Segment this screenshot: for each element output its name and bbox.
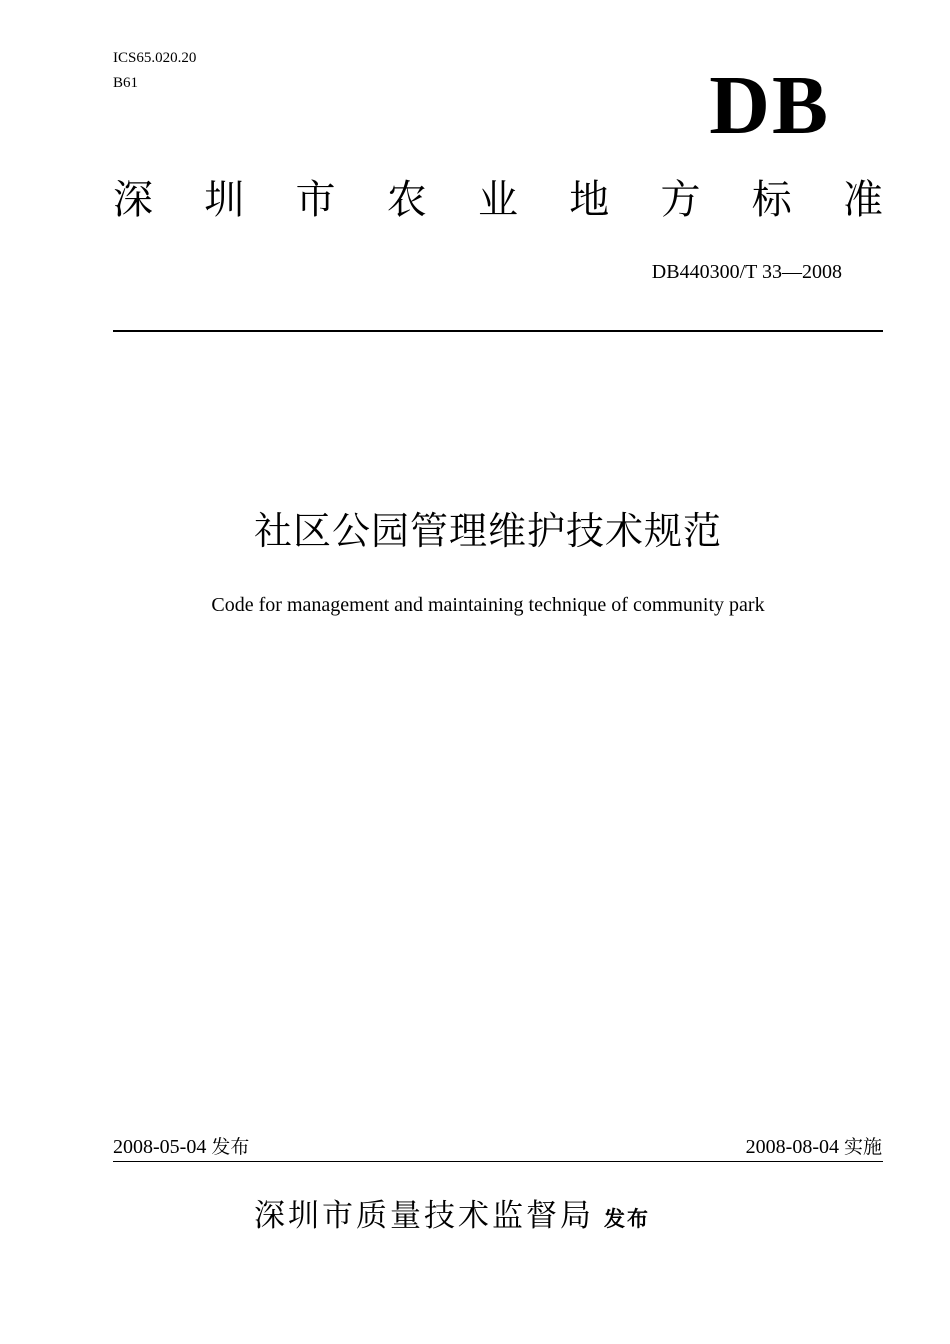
standard-type-char: 方 <box>660 177 701 223</box>
standard-type-char: 标 <box>751 177 792 223</box>
document-title-english: Code for management and maintaining technique of community park <box>211 594 765 616</box>
standard-type-char: 圳 <box>204 177 245 223</box>
publisher <box>254 1196 650 1239</box>
standard-type-char: 深 <box>113 177 153 223</box>
issue-date-label: 发布 <box>211 1136 250 1158</box>
db-logo: DB <box>709 59 830 152</box>
publisher-name: 深圳市质量技术监督局 <box>254 1198 594 1234</box>
standard-type-char: 市 <box>295 177 336 223</box>
issue-date <box>113 1135 249 1159</box>
standard-type-char: 准 <box>843 177 883 223</box>
standard-type-char: 农 <box>386 177 427 223</box>
standard-type-char: 业 <box>478 177 518 223</box>
issue-date-value: 2008-05-04 <box>113 1136 207 1158</box>
standard-type-heading <box>113 176 883 224</box>
top-divider <box>113 330 883 332</box>
bottom-divider <box>113 1161 883 1162</box>
standard-type-char: 地 <box>569 177 610 223</box>
publisher-suffix: 发布 <box>604 1207 650 1231</box>
document-title-chinese: 社区公园管理维护技术规范 <box>253 509 722 553</box>
implementation-date <box>746 1135 882 1159</box>
implementation-date-label: 实施 <box>843 1136 882 1158</box>
standard-number: DB440300/T 33—2008 <box>651 261 842 283</box>
implementation-date-value: 2008-08-04 <box>745 1136 839 1158</box>
classification-code: B61 <box>113 75 139 91</box>
ics-code: ICS65.020.20 <box>113 50 197 66</box>
